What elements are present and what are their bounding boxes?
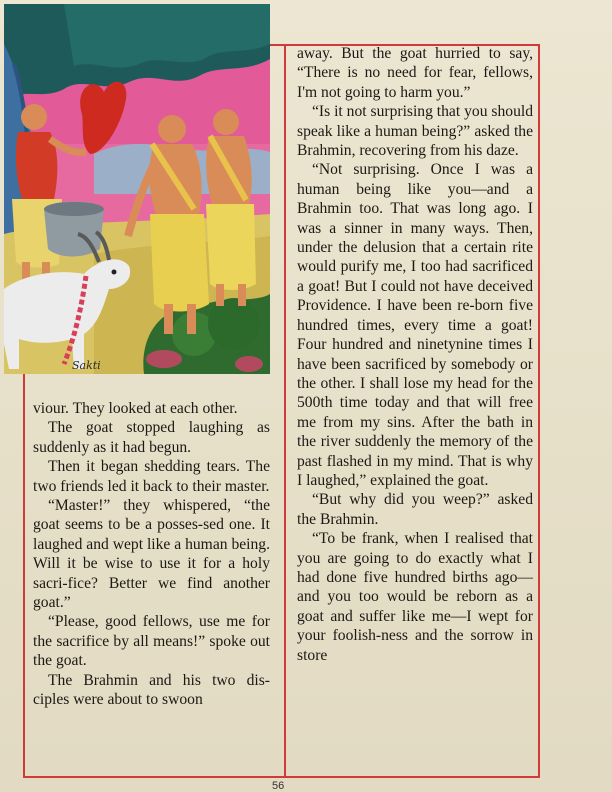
right-column-text [297,44,533,665]
paragraph: away. But the goat hurried to say, “There is no need for fear, fellows, I'm not going to harm you.” [297,45,533,101]
paragraph: “Is it not surprising that you should speak like a human being?” asked the Brahmin, recovering from his daze. [297,103,533,160]
paragraph: The goat stopped laughing as suddenly as it had begun. [33,419,270,456]
frame-middle [284,46,286,778]
paragraph: “To be frank, when I realised that you are going to do exactly what I had done five hundred births ago—and you too would be reborn as a goat and suffer like me—I wept for your foolish-ness and the sorrow in store [297,530,533,664]
frame-right [538,44,540,778]
frame-left [23,374,25,778]
paragraph: The Brahmin and his two dis-ciples were about to swoon [33,671,270,709]
paragraph: “But why did you weep?” asked the Brahmin. [297,491,533,528]
paragraph: “Master!” they whispered, “the goat seems to be a posses-sed one. It laughed and wept like a human being. Will it be wise to use it for a holy sacri-fice? Better we find another goat.” [33,497,270,612]
paragraph: viour. They looked at each other. [33,400,238,417]
artist-signature: Sakti [72,359,101,372]
paragraph: “Please, good fellows, use me for the sacrifice by all means!” spoke out the goat. [33,613,270,670]
story-illustration [4,4,270,374]
paragraph: “Not surprising. Once I was a human being like you—and a Brahmin too. That was long ago. I was a sinner in many ways. Then, under the delusion that a certain rite would purify me, I too had sacrificed a goat! But I could not have deceived Providence. I have been re-born five hundred times, every time a goat! Four hundred and ninetynine times I have been sacrificed by somebody or the other. I shall lose my head for the 500th time today and that will free me from my sins. After the bath in the river suddenly the memory of the past flashed in my mind. That is why I laughed,” explained the goat. [297,161,533,489]
left-column-text [33,399,270,710]
frame-bottom [23,776,540,778]
page-number: 56 [272,780,285,792]
paragraph: Then it began shedding tears. The two friends led it back to their master. [33,458,270,495]
